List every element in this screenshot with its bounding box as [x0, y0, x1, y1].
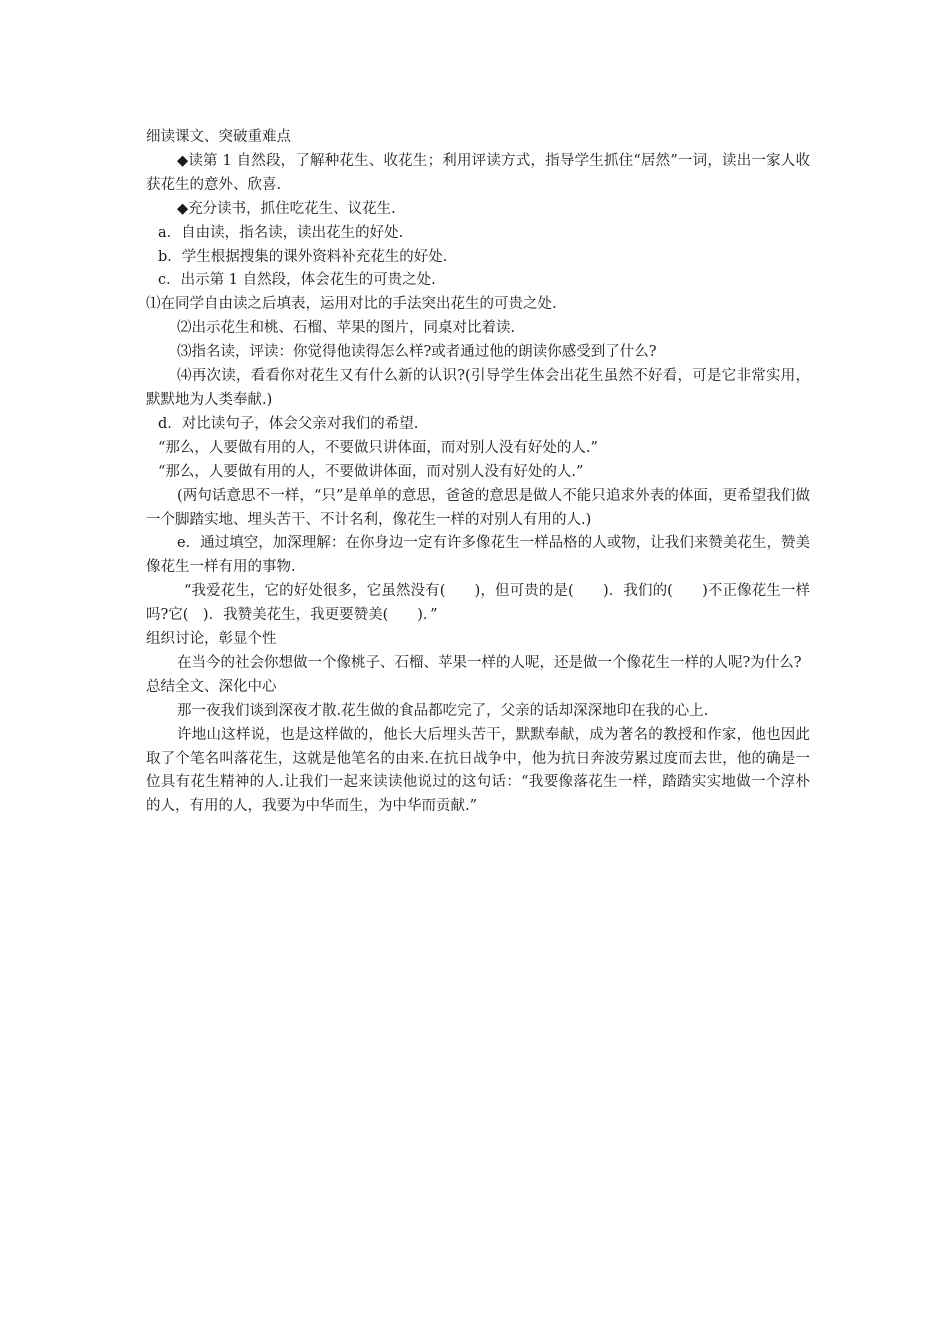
- list-item: ⑵出示花生和桃、石榴、苹果的图片，同桌对比着读.: [177, 320, 516, 337]
- list-item: c．出示第 1 自然段，体会花生的可贵之处.: [158, 272, 436, 289]
- paragraph: (两句话意思不一样，“只”是单单的意思，爸爸的意思是做人不能只追求外表的体面，更希望我们做一个脚踏实地、埋头苦干、不计名利，像花生一样的对别人有用的人.): [146, 487, 810, 528]
- section-heading: 细读课文、突破重难点: [146, 129, 291, 145]
- list-item: ⑴在同学自由读之后填表，运用对比的手法突出花生的可贵之处.: [146, 296, 557, 313]
- list-item: d．对比读句子，体会父亲对我们的希望.: [158, 415, 419, 432]
- list-item: b．学生根据搜集的课外资料补充花生的好处.: [158, 248, 448, 265]
- paragraph: 许地山这样说，也是这样做的，他长大后埋头苦干，默默奉献，成为著名的教授和作家，他也因此取了个笔名叫落花生，这就是他笔名的由来.在抗日战争中，他为抗日奔波劳累过度而去世，他的确是一位具有花生精神的人.让我们一起来读读他说过的这句话：“我要像落花生一样，踏踏实实地做一个淳朴的人，有用的人，我要为中华而生，为中华而贡献.”: [146, 726, 810, 815]
- document-body: [146, 126, 810, 819]
- section-heading: 总结全文、深化中心: [146, 678, 277, 695]
- quote: “那么，人要做有用的人，不要做讲体面，而对别人没有好处的人.”: [158, 463, 584, 480]
- quote: “那么，人要做有用的人，不要做只讲体面，而对别人没有好处的人.”: [158, 439, 598, 456]
- section-heading: 组织讨论，彰显个性: [146, 631, 277, 648]
- paragraph: 那一夜我们谈到深夜才散.花生做的食品都吃完了，父亲的话却深深地印在我的心上.: [177, 702, 709, 719]
- paragraph: ◆读第 1 自然段，了解种花生、收花生；利用评读方式，指导学生抓住“居然”一词，读出一家人收获花生的意外、欣喜.: [146, 152, 810, 193]
- list-item: ⑷再次读，看看你对花生又有什么新的认识?(引导学生体会出花生虽然不好看，可是它非常实用，默默地为人类奉献.): [146, 368, 810, 408]
- paragraph: 在当今的社会你想做一个像桃子、石榴、苹果一样的人呢，还是做一个像花生一样的人呢?为什么?: [177, 654, 802, 671]
- list-item: e．通过填空，加深理解：在你身边一定有许多像花生一样品格的人或物，让我们来赞美花生，赞美像花生一样有用的事物.: [146, 535, 810, 576]
- paragraph: ◆充分读书，抓住吃花生、议花生.: [177, 200, 396, 217]
- list-item: ⑶指名读，评读：你觉得他读得怎么样?或者通过他的朗读你感受到了什么?: [177, 344, 657, 361]
- fill-in-quote: “我爱花生，它的好处很多，它虽然没有( )，但可贵的是( )．我们的( )不正像花生一样吗?它( )．我赞美花生，我更要赞美( )．”: [146, 583, 810, 624]
- list-item: a．自由读，指名读，读出花生的好处.: [158, 224, 404, 241]
